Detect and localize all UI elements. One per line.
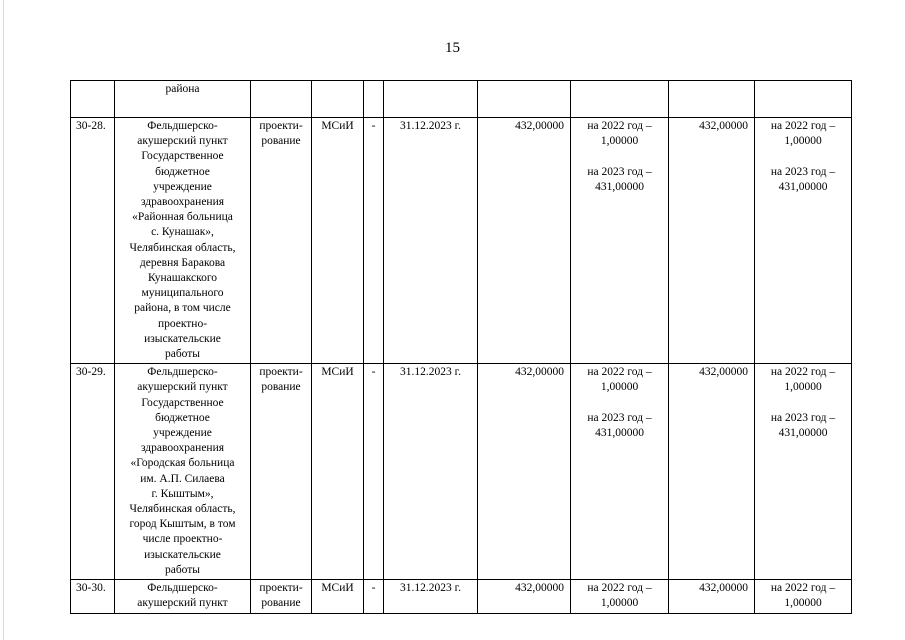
cell-dash: - [364, 364, 384, 580]
table-row [71, 364, 852, 580]
page-number: 15 [445, 40, 460, 56]
cell-dash: - [364, 118, 384, 364]
cell-date: 31.12.2023 г. [384, 118, 478, 364]
cell-amount: 432,00000 [478, 364, 571, 580]
cell-amount: 432,00000 [478, 580, 571, 613]
table-row-carryover [71, 81, 852, 118]
cell-num: 30-30. [71, 580, 115, 613]
cell-num [71, 81, 115, 118]
cell-period: на 2022 год – 1,00000 на 2023 год – 431,00000 [755, 364, 852, 580]
cell-name: Фельдшерско- акушерский пункт [115, 580, 251, 613]
table-row [71, 118, 852, 364]
cell-amount: 432,00000 [669, 364, 755, 580]
cell-period: на 2022 год – 1,00000 [571, 580, 669, 613]
cell-stage: проекти- рование [251, 364, 312, 580]
budget-table [70, 80, 852, 614]
cell-amount: 432,00000 [669, 580, 755, 613]
cell-num: 30-28. [71, 118, 115, 364]
cell-responsible: МСиИ [312, 118, 364, 364]
cell-num: 30-29. [71, 364, 115, 580]
cell-amount: 432,00000 [669, 118, 755, 364]
cell-amount: 432,00000 [478, 118, 571, 364]
cell-period: на 2022 год – 1,00000 на 2023 год – 431,00000 [755, 118, 852, 364]
cell-period: на 2022 год – 1,00000 на 2023 год – 431,00000 [571, 118, 669, 364]
table-row [71, 580, 852, 613]
cell-stage: проекти- рование [251, 118, 312, 364]
cell-date: 31.12.2023 г. [384, 364, 478, 580]
cell-dash: - [364, 580, 384, 613]
cell-responsible: МСиИ [312, 364, 364, 580]
cell-responsible: МСиИ [312, 580, 364, 613]
cell-period: на 2022 год – 1,00000 на 2023 год – 431,00000 [571, 364, 669, 580]
cell-name: района [115, 81, 251, 118]
cell-name: Фельдшерско- акушерский пункт Государственное бюджетное учреждение здравоохранения «Районная больница с. Кунашак», Челябинская область, деревня Баракова Кунашакского муниципального района, в том числе проектно- изыскательские работы [115, 118, 251, 364]
cell-name: Фельдшерско- акушерский пункт Государственное бюджетное учреждение здравоохранения «Городская больница им. А.П. Силаева г. Кыштым», Челябинская область, город Кыштым, в том числе проектно- изыскательские работы [115, 364, 251, 580]
cell-period: на 2022 год – 1,00000 [755, 580, 852, 613]
cell-stage: проекти- рование [251, 580, 312, 613]
cell-date: 31.12.2023 г. [384, 580, 478, 613]
page-edge-line [3, 0, 4, 640]
